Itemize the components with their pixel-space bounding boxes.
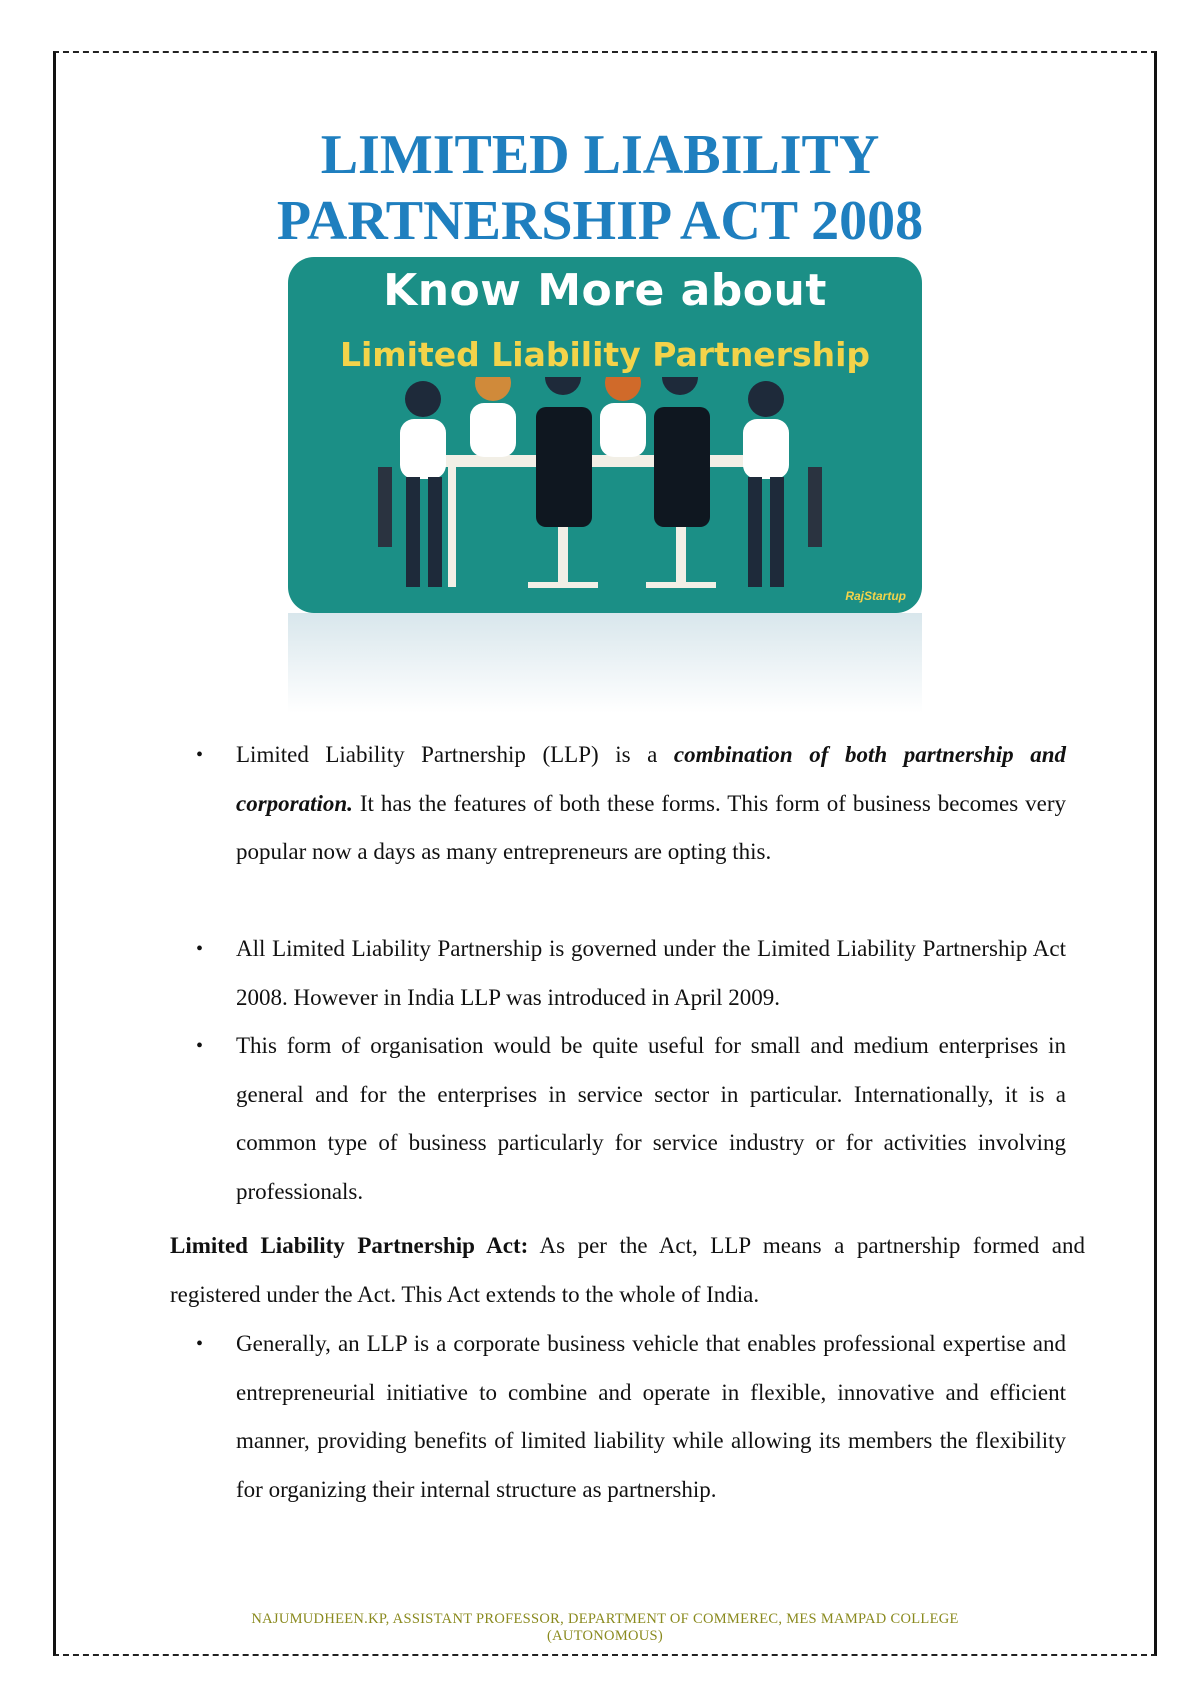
list-item — [236, 731, 1066, 877]
list-item: Generally, an LLP is a corporate business vehicle that enables professional expertise and entrepreneurial initiative to combine and operate in flexible, innovative and efficient manner, providing benefits of limited liability while allowing its members the flexibility for organizing their internal structure as partnership. — [236, 1331, 1066, 1502]
act-definition-paragraph — [170, 1222, 1085, 1319]
brand-logo: RajStartup — [845, 589, 906, 603]
banner-heading: Know More about — [383, 265, 827, 316]
item-emphasis: combination of both partnership and corporation. — [236, 742, 1066, 816]
banner-reflection — [288, 613, 922, 713]
list-item: All Limited Liability Partnership is governed under the Limited Liability Partnership Act 2008. However in India LLP was introduced in April 2009. — [236, 936, 1066, 1010]
bullet-marker: • — [196, 1035, 204, 1057]
banner-image — [288, 257, 922, 613]
bullet-marker: • — [196, 938, 204, 960]
meeting-illustration — [288, 377, 922, 613]
title-line-2: PARTNERSHIP ACT 2008 — [276, 190, 924, 252]
bullet-marker: • — [196, 1333, 204, 1355]
page-footer — [170, 1611, 1040, 1645]
item-text: It has the features of both these forms. This form of business becomes very popular now a days as many entrepreneurs are opting this. — [236, 790, 1066, 864]
list-item: This form of organisation would be quite useful for small and medium enterprises in general and for the enterprises in service sector in particular. Internationally, it is a common type of business particularly for service industry or for activities involving professionals. — [236, 1033, 1066, 1204]
title-line-1: LIMITED LIABILITY — [320, 124, 880, 186]
act-text: As per the Act, LLP means a partnership formed and registered under the Act. This Act extends to the whole of India. — [170, 1233, 1085, 1307]
act-label: Limited Liability Partnership Act: — [170, 1233, 529, 1258]
banner-subheading: Limited Liability Partnership — [339, 335, 871, 374]
bullet-marker: • — [196, 744, 204, 766]
page-title — [0, 122, 1200, 254]
footer-line-1: NAJUMUDHEEN.KP, ASSISTANT PROFESSOR, DEPARTMENT OF COMMEREC, MES MAMPAD COLLEGE — [251, 1611, 959, 1627]
footer-line-2: (AUTONOMOUS) — [546, 1628, 664, 1644]
item-text: Limited Liability Partnership (LLP) is a — [236, 742, 674, 767]
